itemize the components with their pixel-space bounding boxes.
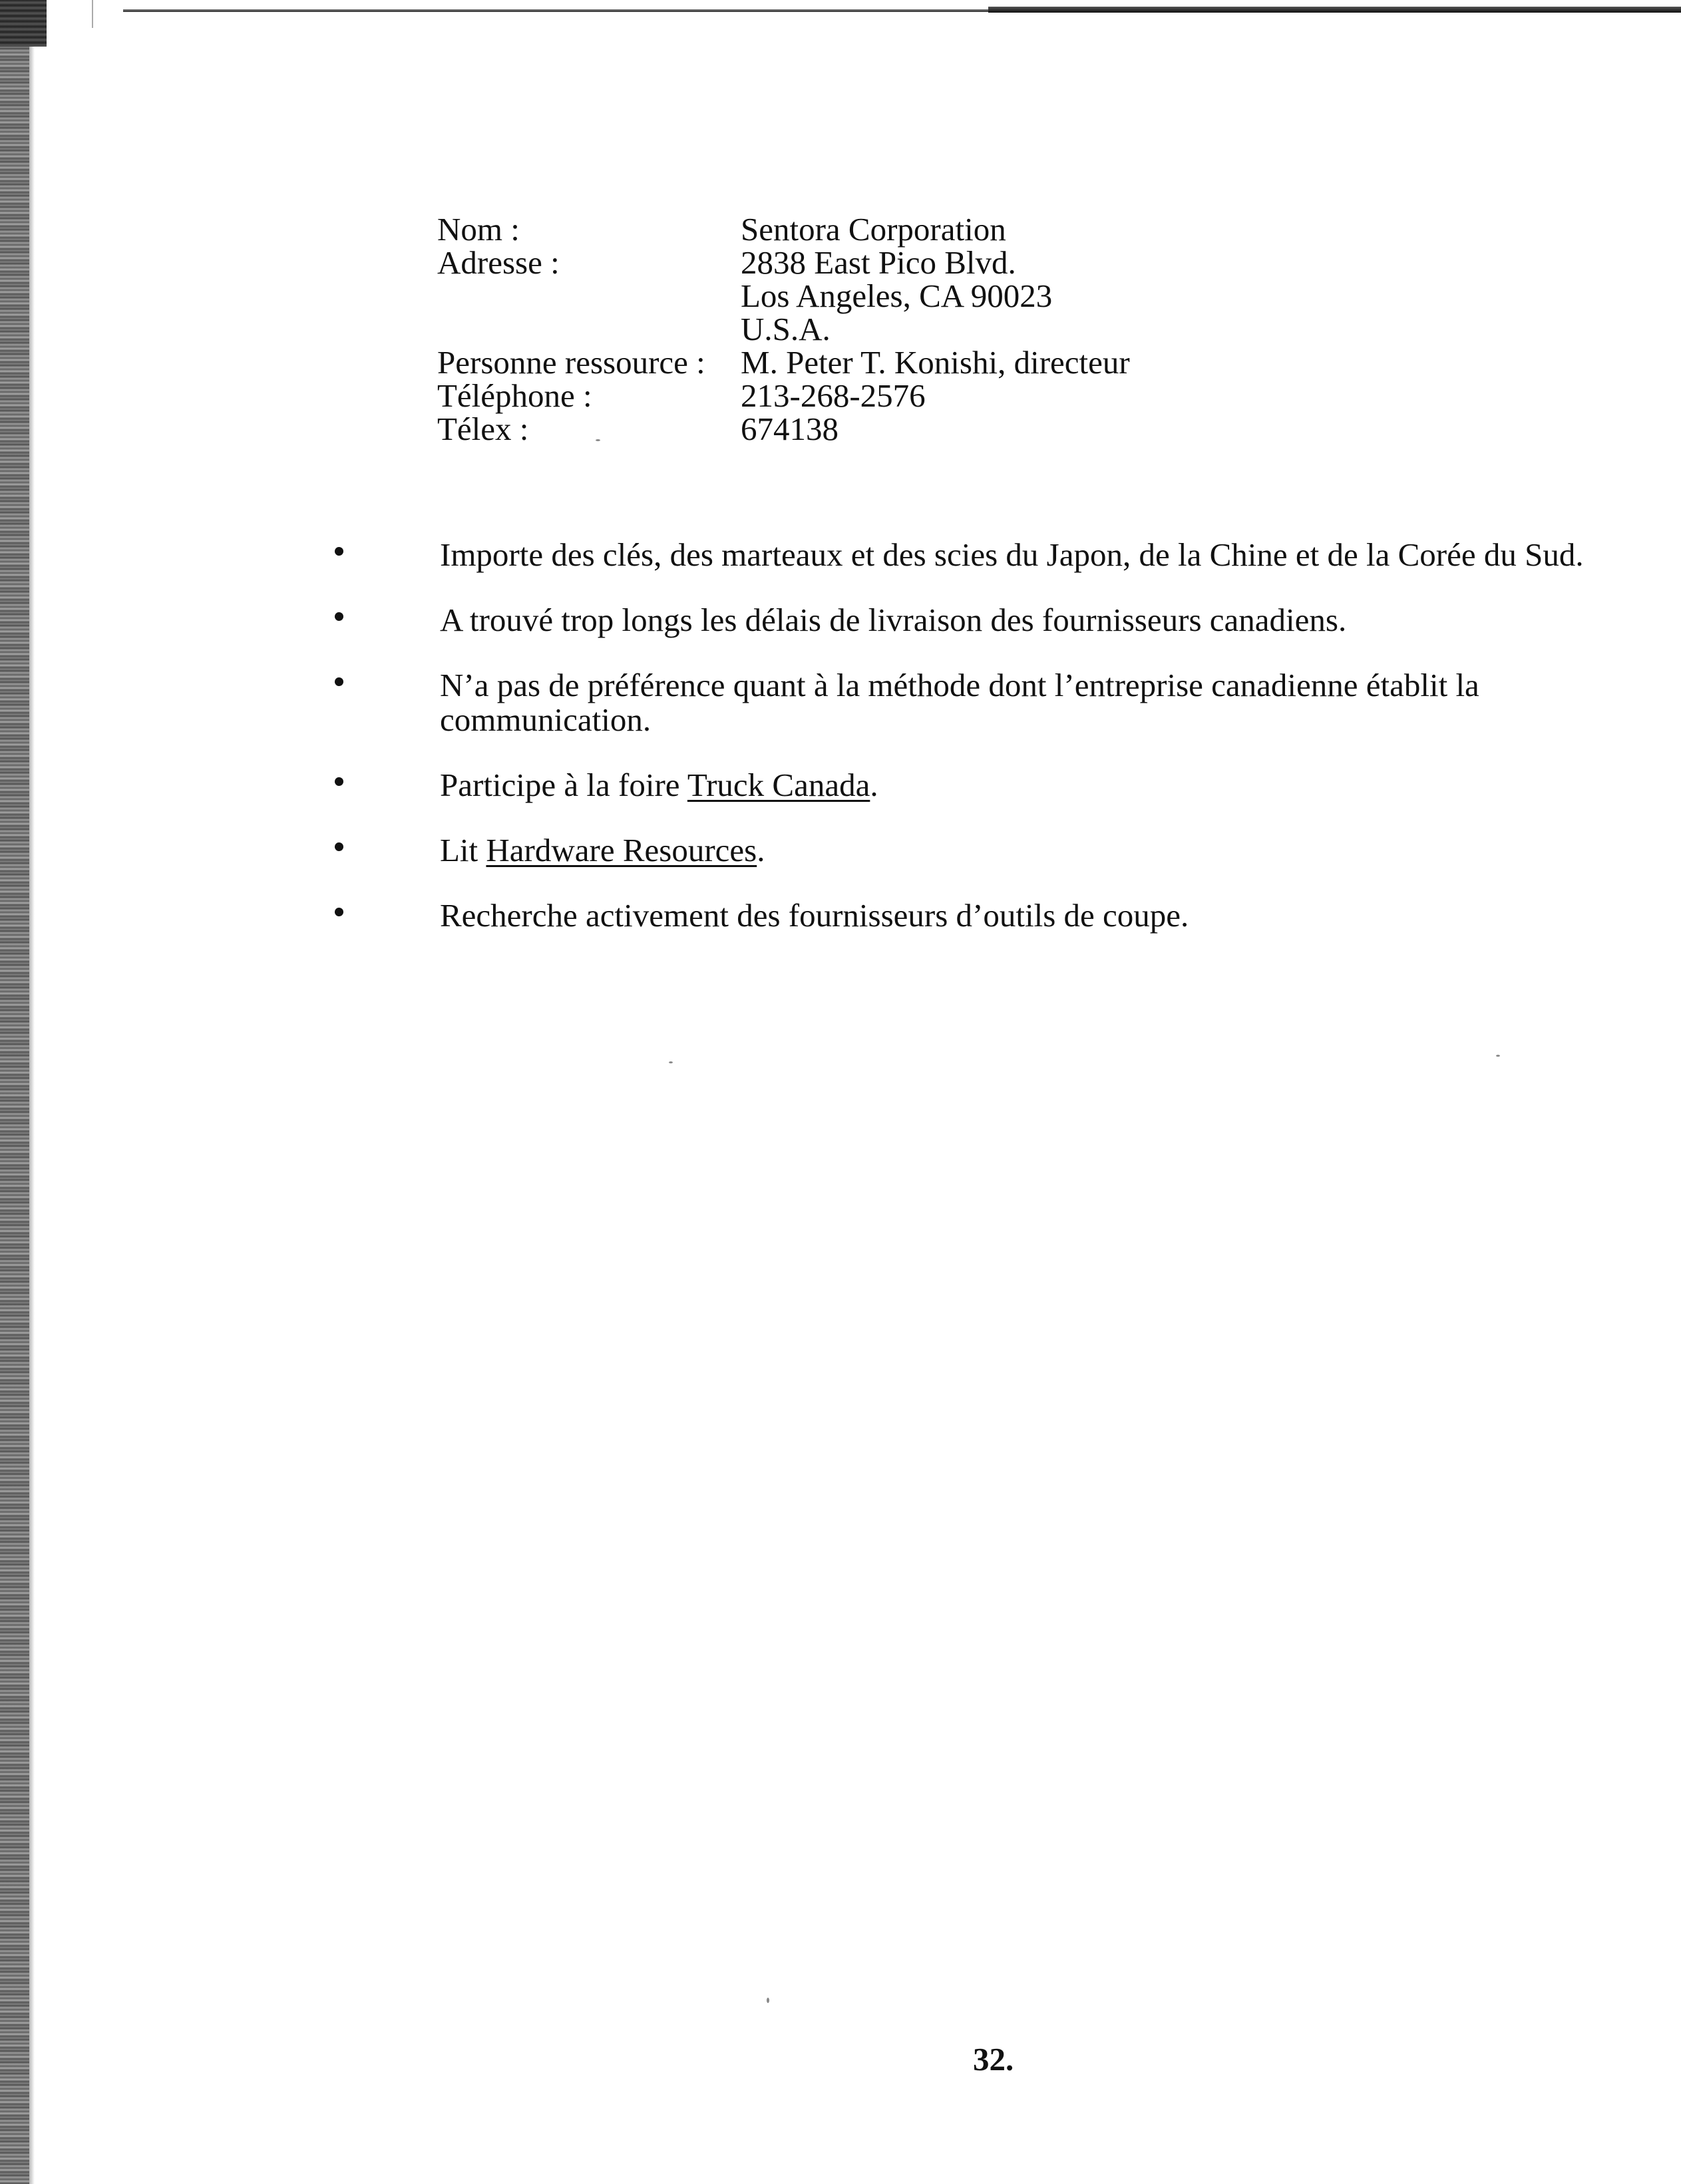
bullet-icon bbox=[335, 612, 343, 621]
contact-person-label: Personne ressource : bbox=[437, 344, 705, 381]
list-item-prefix: Participe à la foire bbox=[440, 767, 687, 803]
scan-binding-edge bbox=[0, 0, 29, 2184]
bullet-icon bbox=[335, 777, 343, 786]
trade-show-title: Truck Canada bbox=[687, 767, 870, 803]
scan-speck bbox=[1496, 1055, 1500, 1057]
publication-title: Hardware Resources bbox=[486, 832, 757, 868]
scan-speck bbox=[767, 1998, 769, 2003]
scan-corner bbox=[0, 0, 47, 47]
bullet-icon bbox=[335, 677, 343, 686]
scan-speck bbox=[596, 439, 600, 441]
list-item bbox=[0, 898, 1681, 933]
telex-value: 674138 bbox=[741, 411, 839, 447]
top-rule-left bbox=[123, 9, 988, 12]
telex-row bbox=[437, 413, 1369, 446]
notes-list bbox=[0, 538, 1681, 964]
list-item-suffix: . bbox=[870, 767, 878, 803]
name-value: Sentora Corporation bbox=[741, 211, 1006, 248]
address-row bbox=[437, 246, 1369, 346]
list-item-prefix: Lit bbox=[440, 832, 486, 868]
phone-row bbox=[437, 379, 1369, 413]
contact-info-block bbox=[437, 213, 1369, 446]
list-item-text: N’a pas de préférence quant à la méthode dont l’entreprise canadienne établit la communication. bbox=[440, 667, 1479, 738]
list-item bbox=[0, 833, 1681, 868]
address-value bbox=[741, 246, 1052, 346]
address-line-2: Los Angeles, CA 90023 bbox=[741, 277, 1053, 314]
name-label: Nom : bbox=[437, 211, 520, 248]
bullet-icon bbox=[335, 908, 343, 916]
list-item-text bbox=[440, 768, 1638, 803]
address-line-1: 2838 East Pico Blvd. bbox=[741, 244, 1016, 281]
list-item bbox=[0, 768, 1681, 803]
scan-tick-mark bbox=[92, 0, 93, 28]
list-item-text: Importe des clés, des marteaux et des scies du Japon, de la Chine et de la Corée du Sud. bbox=[440, 536, 1584, 573]
address-line-3: U.S.A. bbox=[741, 311, 831, 347]
list-item-text: Recherche activement des fournisseurs d’outils de coupe. bbox=[440, 897, 1189, 934]
phone-label: Téléphone : bbox=[437, 377, 592, 414]
list-item-text: A trouvé trop longs les délais de livraison des fournisseurs canadiens. bbox=[440, 602, 1347, 638]
phone-value: 213-268-2576 bbox=[741, 377, 926, 414]
bullet-icon bbox=[335, 547, 343, 556]
scan-edge-shadow bbox=[29, 0, 35, 2184]
contact-person-value: M. Peter T. Konishi, directeur bbox=[741, 344, 1130, 381]
page-number: 32. bbox=[973, 2041, 1014, 2078]
contact-person-row bbox=[437, 346, 1369, 379]
list-item bbox=[0, 603, 1681, 637]
name-row bbox=[437, 213, 1369, 246]
list-item-suffix: . bbox=[757, 832, 765, 868]
list-item bbox=[0, 668, 1681, 737]
top-rule-right bbox=[988, 7, 1681, 13]
telex-label: Télex : bbox=[437, 411, 529, 447]
list-item-text bbox=[440, 833, 1638, 868]
scan-speck bbox=[669, 1061, 673, 1063]
address-label: Adresse : bbox=[437, 244, 560, 281]
bullet-icon bbox=[335, 842, 343, 851]
list-item bbox=[0, 538, 1681, 572]
